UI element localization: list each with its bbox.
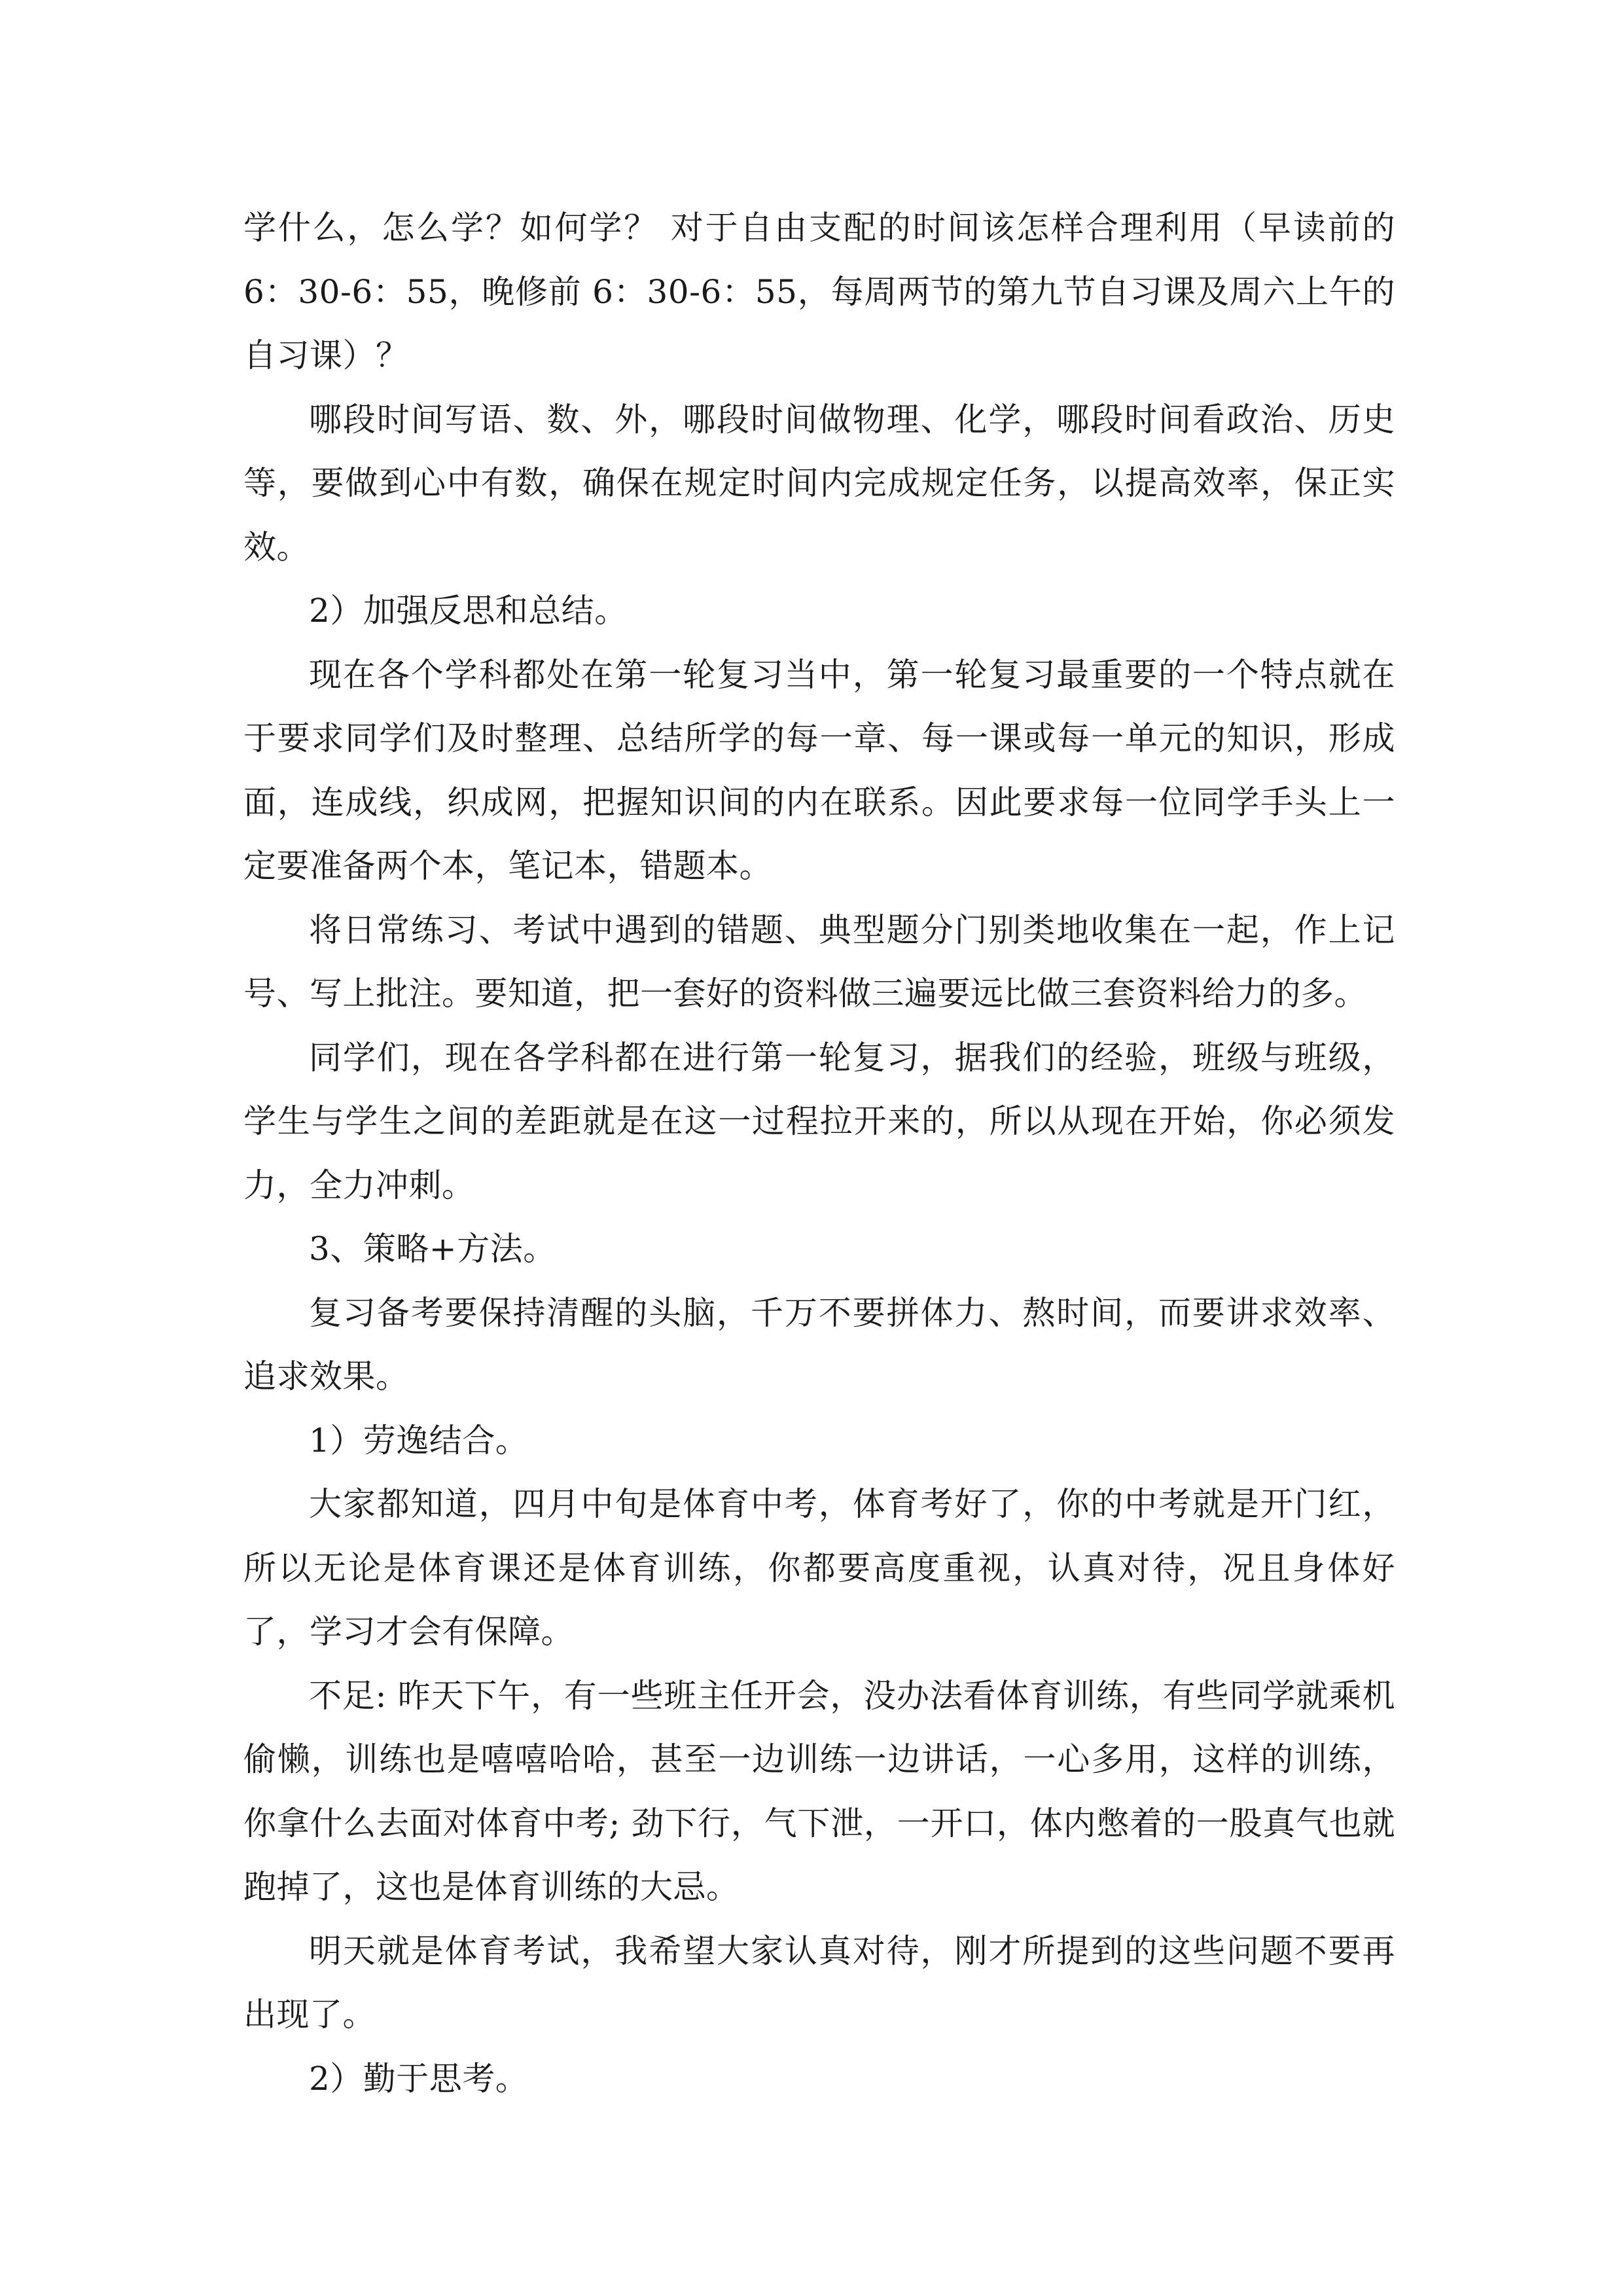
paragraph-clear-mind: 复习备考要保持清醒的头脑，千万不要拼体力、熬时间，而要讲求效率、追求效果。: [243, 1293, 1395, 1395]
paragraph-first-round-review: 现在各个学科都处在第一轮复习当中，第一轮复习最重要的一个特点就在于要求同学们及时整理、总结所学的每一章、每一课或每一单元的知识，形成面，连成线，织成网，把握知识间的内在联系。因此要求每一位同学手头上一定要准备两个本，笔记本，错题本。: [243, 655, 1395, 885]
paragraph-study-time: 学什么，怎么学？如何学？ 对于自由支配的时间该怎样合理利用（早读前的 6：30-6：55，晚修前 6：30-6：55，每周两节的第九节自习课及周六上午的自习课）？: [243, 209, 1395, 374]
heading-diligent-thinking: 2）勤于思考。: [309, 2059, 529, 2098]
heading-work-rest-balance: 1）劳逸结合。: [309, 1421, 529, 1460]
heading-reflection-summary: 2）加强反思和总结。: [309, 592, 628, 630]
paragraph-tomorrow-exam: 明天就是体育考试，我希望大家认真对待，刚才所提到的这些问题不要再出现了。: [243, 1931, 1395, 2034]
document-body: [243, 196, 1395, 2111]
paragraph-shortcomings: 不足: 昨天下午，有一些班主任开会，没办法看体育训练，有些同学就乘机偷懒，训练也是嘻嘻哈哈，甚至一边训练一边讲话，一心多用，这样的训练，你拿什么去面对体育中考; 劲下行，气下泄，一开口，体内憋着的一股真气也就跑掉了，这也是体育训练的大忌。: [243, 1676, 1395, 1906]
paragraph-error-collection: 将日常练习、考试中遇到的错题、典型题分门别类地收集在一起，作上记号、写上批注。要知道，把一套好的资料做三遍要远比做三套资料给力的多。: [243, 910, 1395, 1013]
paragraph-class-gap: 同学们，现在各学科都在进行第一轮复习，据我们的经验，班级与班级，学生与学生之间的差距就是在这一过程拉开来的，所以从现在开始，你必须发力，全力冲刺。: [243, 1038, 1395, 1204]
paragraph-subject-schedule: 哪段时间写语、数、外，哪段时间做物理、化学，哪段时间看政治、历史等，要做到心中有数，确保在规定时间内完成规定任务，以提高效率，保正实效。: [243, 400, 1395, 566]
paragraph-pe-exam: 大家都知道，四月中旬是体育中考，体育考好了，你的中考就是开门红，所以无论是体育课还是体育训练，你都要高度重视，认真对待，况且身体好了，学习才会有保障。: [243, 1485, 1395, 1651]
heading-strategy-method: 3、策略+方法。: [309, 1230, 556, 1268]
